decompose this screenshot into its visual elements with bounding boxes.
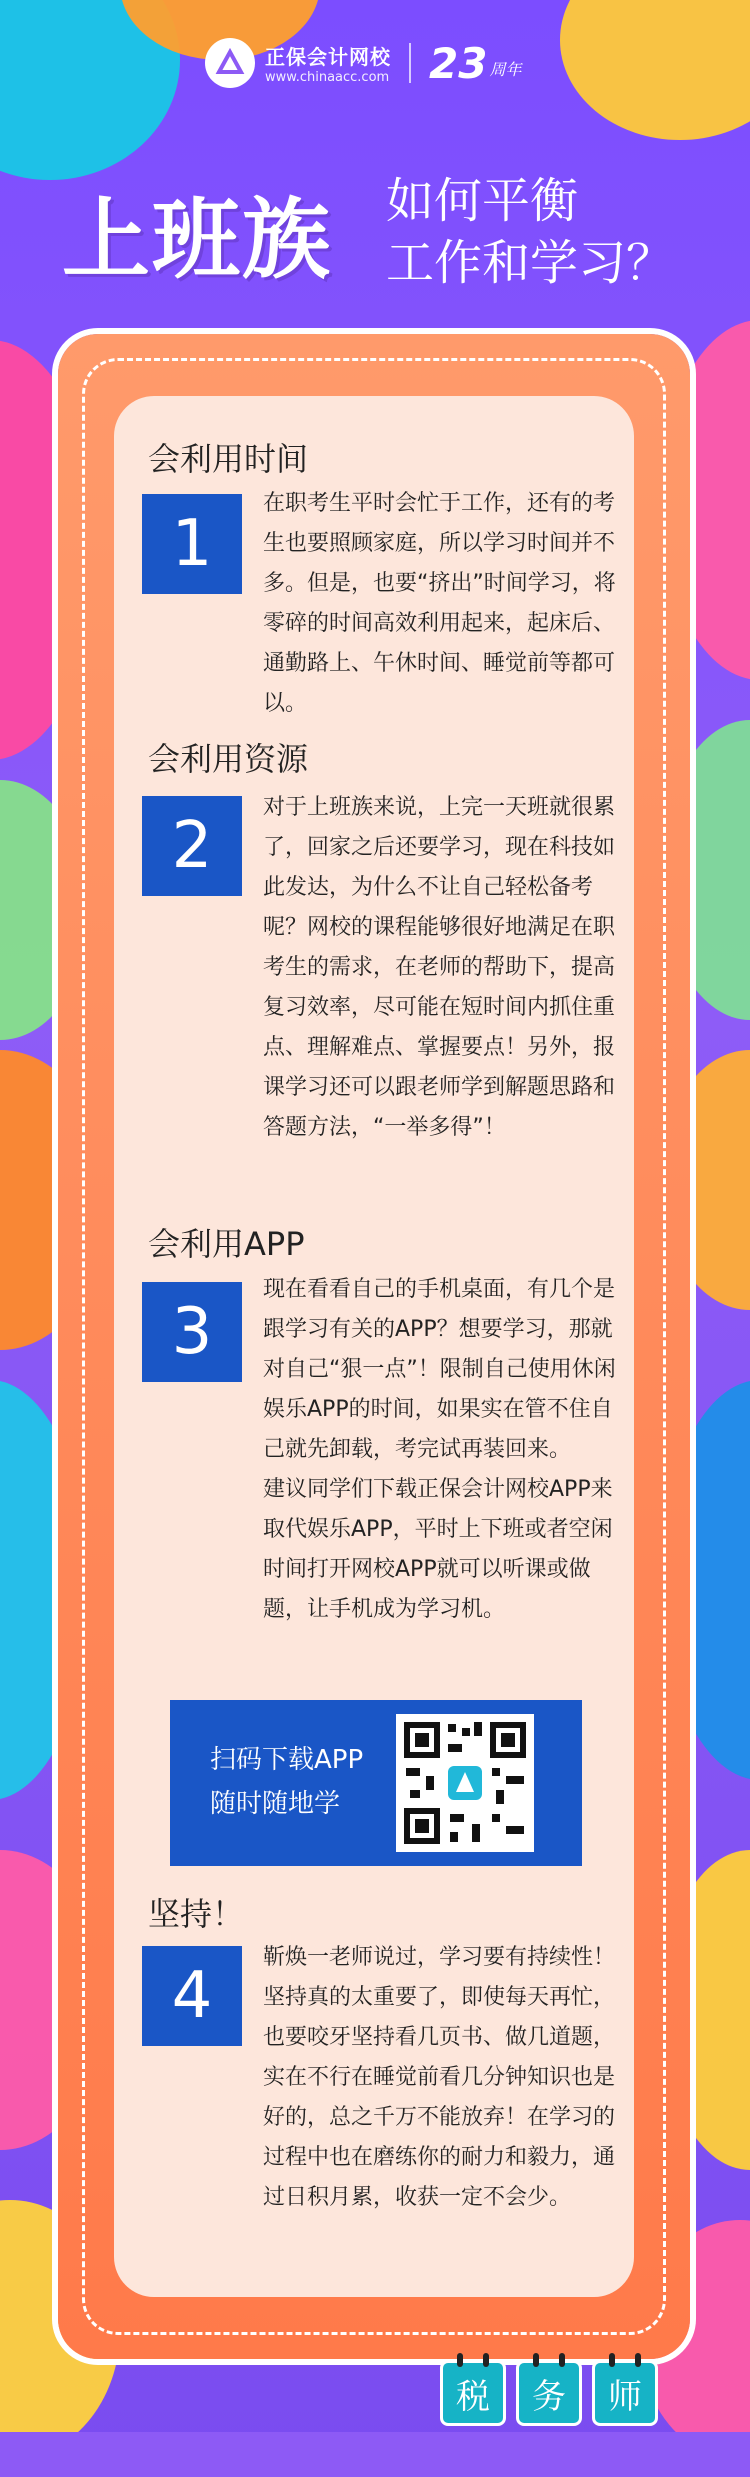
anniversary-number: 23 [429,38,488,88]
section-heading: 会利用APP [148,1225,305,1263]
qr-line2: 随时随地学 [210,1789,341,1819]
section-number: 3 [142,1282,242,1382]
section-number: 4 [142,1946,242,2046]
anniversary-unit: 周年 [489,60,522,79]
brand-header [205,38,521,88]
decor-blob [560,0,750,140]
section-heading: 会利用时间 [148,440,309,478]
divider [409,43,411,83]
brand-url: www.chinaacc.com [265,70,390,85]
section-heading: 会利用资源 [148,740,309,778]
qr-download-box[interactable] [170,1700,582,1866]
brand-name: 正保会计网校 [265,45,391,69]
badge: 税 [440,2360,506,2426]
section-text: 在职考生平时会忙于工作，还有的考生也要照顾家庭，所以学习时间并不多。但是，也要“挤出”时间学习，将零碎的时间高效利用起来，起床后、通勤路上、午休时间、睡觉前等都可以。 [263,491,616,716]
section-text: 现在看看自己的手机桌面，有几个是跟学习有关的APP？想要学习，那就对自己“狠一点”！限制自己使用休闲娱乐APP的时间，如果实在管不住自己就先卸载，考完试再装回来。 [263,1277,616,1462]
subtitle-line2: 工作和学习？ [386,235,675,291]
brand-logo-icon [205,38,255,88]
section-number: 1 [142,494,242,594]
footer-band [0,2432,750,2477]
section-text: 靳焕一老师说过，学习要有持续性！坚持真的太重要了，即使每天再忙，也要咬牙坚持看几页书、做几道题，实在不行在睡觉前看几分钟知识也是好的，总之千万不能放弃！在学习的过程中也在磨练你的耐力和毅力，通过日积月累，收获一定不会少。 [263,1945,616,2210]
badge: 务 [516,2360,582,2426]
qr-code-icon[interactable] [396,1714,534,1852]
badge: 师 [592,2360,658,2426]
section-heading: 坚持！ [148,1895,245,1933]
subtitle-line1: 如何平衡 [386,173,579,229]
page-title: 上班族 [62,188,333,291]
badge-group [440,2360,658,2426]
qr-line1: 扫码下载APP [210,1745,364,1775]
section-text: 对于上班族来说，上完一天班就很累了，回家之后还要学习，现在科技如此发达，为什么不让自己轻松备考呢？网校的课程能够很好地满足在职考生的需求，在老师的帮助下，提高复习效率，尽可能在短时间内抓住重点、理解难点、掌握要点！另外，报课学习还可以跟老师学到解题思路和答题方法，“一举多得”！ [263,795,616,1140]
page-subtitle [386,170,674,294]
section-text-extra: 建议同学们下载正保会计网校APP来取代娱乐APP，平时上下班或者空闲时间打开网校APP就可以听课或做题，让手机成为学习机。 [263,1477,613,1622]
content-card [58,334,690,2359]
section-number: 2 [142,796,242,896]
